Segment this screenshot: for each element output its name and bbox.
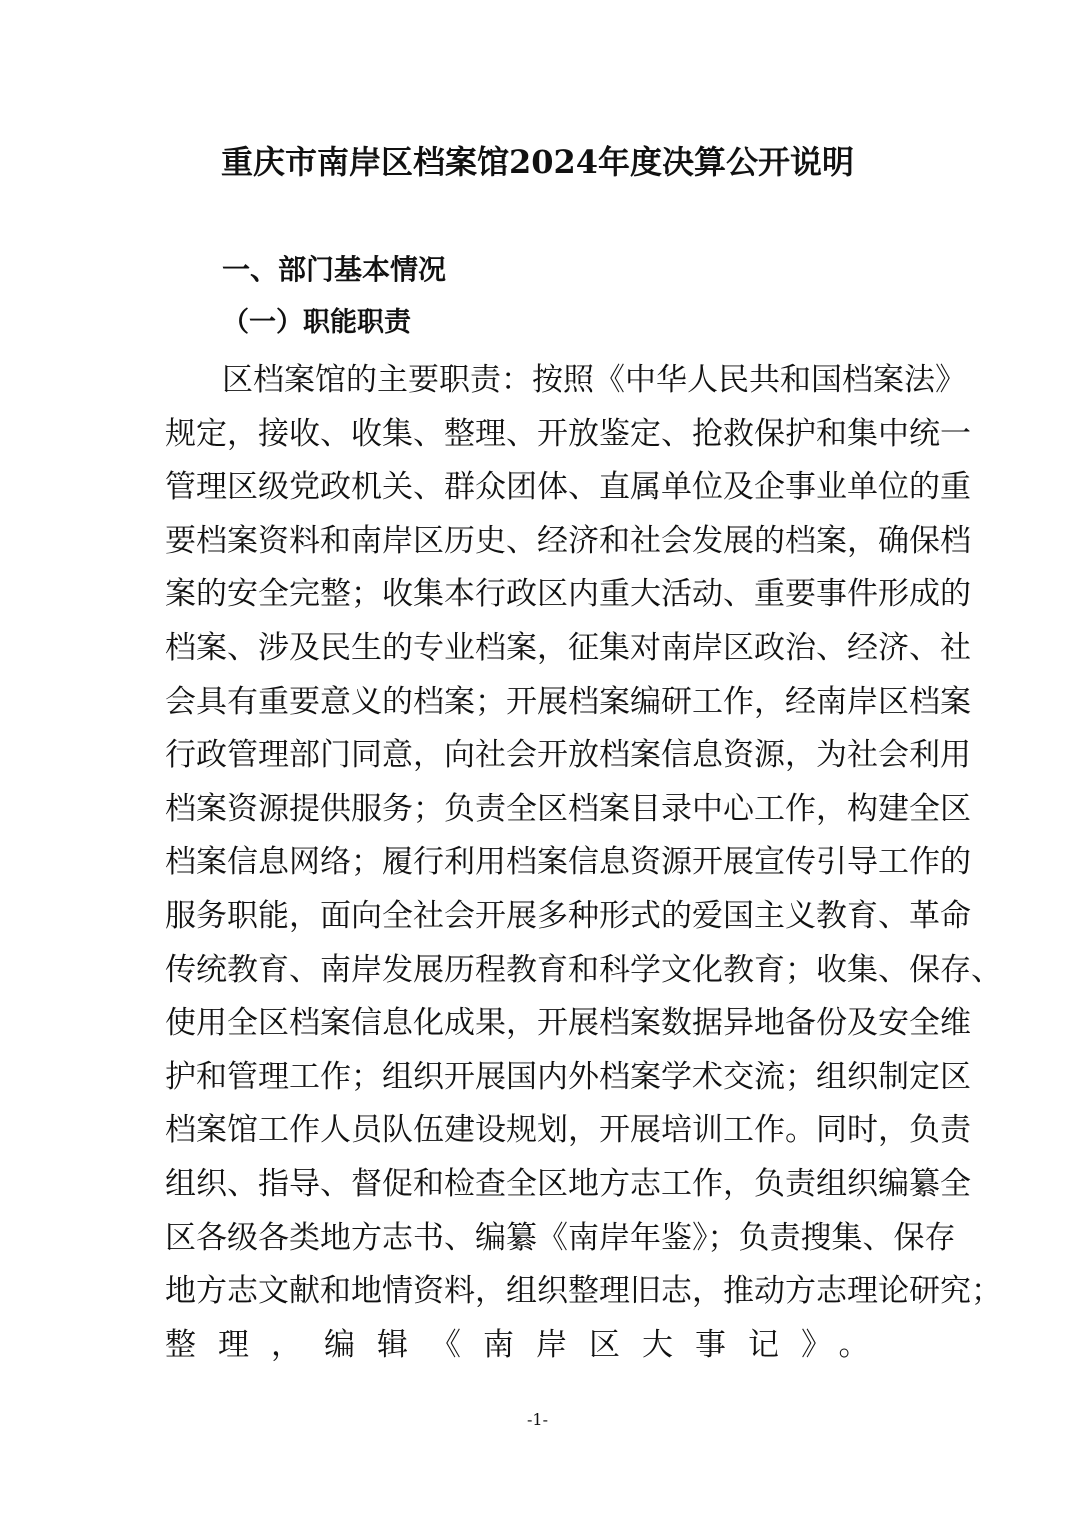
paragraph-line: 档案信息网络；履行利用档案信息资源开展宣传引导工作的 [165,844,971,881]
paragraph-line: 案的安全完整；收集本行政区内重大活动、重要事件形成的 [165,576,971,613]
paragraph-line: 整理，编辑《南岸区大事记》。 [165,1326,892,1363]
paragraph-line: 行政管理部门同意，向社会开放档案信息资源，为社会利用 [165,737,971,774]
subsection-heading: （一）职能职责 [222,307,411,338]
paragraph-line: 区档案馆的主要职责：按照《中华人民共和国档案法》 [222,362,966,398]
paragraph-line: 传统教育、南岸发展历程教育和科学文化教育；收集、保存、 [165,951,1002,988]
paragraph-line: 要档案资料和南岸区历史、经济和社会发展的档案，确保档 [165,522,971,559]
section-heading: 一、部门基本情况 [222,253,447,286]
paragraph-line: 组织、指导、督促和检查全区地方志工作，负责组织编纂全 [165,1165,971,1202]
paragraph-line: 管理区级党政机关、群众团体、直属单位及企事业单位的重 [165,469,971,506]
paragraph-line: 区各级各类地方志书、编纂《南岸年鉴》；负责搜集、保存 [165,1219,956,1256]
paragraph-line: 地方志文献和地情资料，组织整理旧志，推动方志理论研究； [165,1273,1002,1310]
paragraph-line: 档案资源提供服务；负责全区档案目录中心工作，构建全区 [165,790,971,827]
paragraph-line: 档案、涉及民生的专业档案，征集对南岸区政治、经济、社 [165,629,971,666]
document-title: 重庆市南岸区档案馆2024年度决算公开说明 [220,143,855,181]
paragraph-line: 会具有重要意义的档案；开展档案编研工作，经南岸区档案 [165,683,971,720]
paragraph-line: 规定，接收、收集、整理、开放鉴定、抢救保护和集中统一 [165,415,971,452]
paragraph-line: 服务职能，面向全社会开展多种形式的爱国主义教育、革命 [165,897,971,934]
paragraph-line: 使用全区档案信息化成果，开展档案数据异地备份及安全维 [165,1005,971,1042]
paragraph-line: 护和管理工作；组织开展国内外档案学术交流；组织制定区 [165,1058,971,1095]
body-paragraph [165,354,1002,1372]
paragraph-line: 档案馆工作人员队伍建设规划，开展培训工作。同时，负责 [165,1112,971,1149]
page-number: -1- [527,1410,548,1429]
